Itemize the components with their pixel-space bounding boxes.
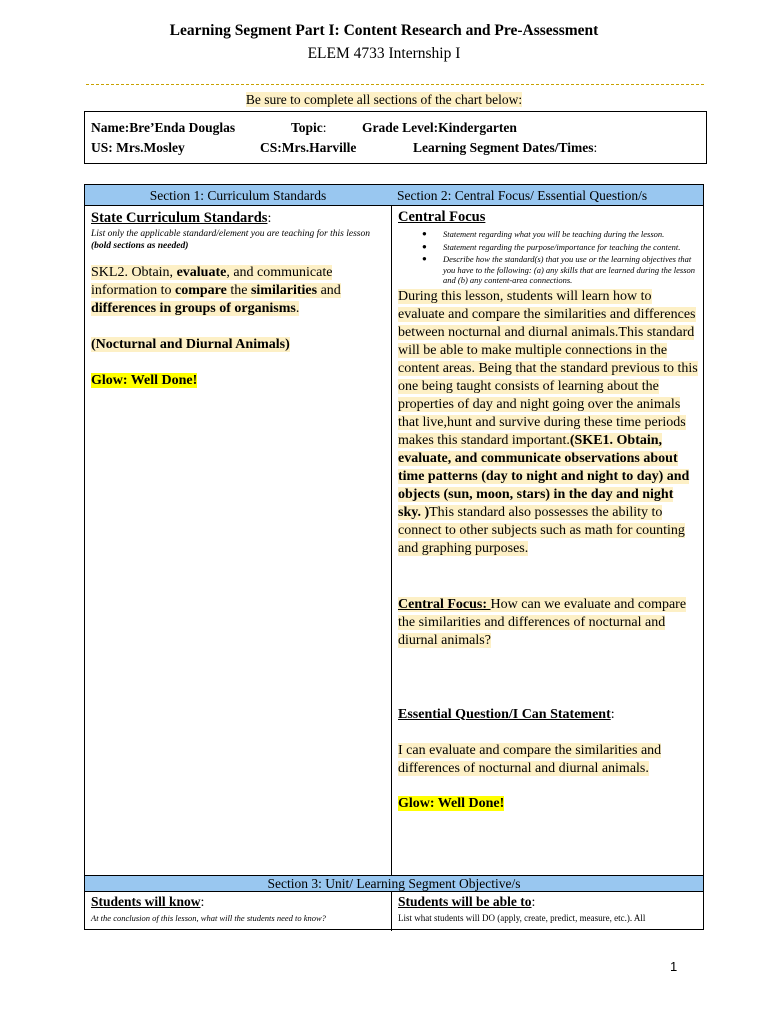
- standards-instruction: List only the applicable standard/element you are teaching for this lesson (bold sections as needed): [91, 229, 370, 251]
- section1-header: Section 1: Curriculum Standards: [85, 185, 391, 206]
- section2-header: Section 2: Central Focus/ Essential Question/s: [391, 185, 703, 206]
- instruction-text: Be sure to complete all sections of the chart below:: [245, 92, 523, 107]
- grade-value: Kindergarten: [438, 120, 517, 135]
- info-row-2: [91, 140, 706, 160]
- students-know-heading: Students will know:: [91, 894, 205, 910]
- document-title: Learning Segment Part I: Content Research and Pre-Assessment: [169, 22, 599, 39]
- central-focus-heading: Central Focus: [398, 209, 486, 225]
- topic-note: (Nocturnal and Diurnal Animals): [91, 337, 290, 352]
- divider-line: [86, 84, 704, 85]
- bullet-icon: ●: [422, 254, 427, 263]
- list-item: ● Statement regarding what you will be teaching during the lesson.: [422, 229, 665, 239]
- state-standards-heading: State Curriculum Standards:: [91, 210, 272, 226]
- students-know-instruction: At the conclusion of this lesson, what will the students need to know?: [91, 913, 326, 923]
- page-number: 1: [670, 959, 678, 974]
- students-able-instruction: List what students will DO (apply, create, predict, measure, etc.). All: [398, 913, 646, 923]
- section1-cell: [91, 209, 387, 390]
- us-field: US: Mrs.Mosley: [91, 140, 185, 155]
- course-subtitle: ELEM 4733 Internship I: [307, 45, 461, 62]
- info-box: [84, 111, 707, 164]
- i-can-statement: I can evaluate and compare the similarities and differences of nocturnal and diurnal animals.: [398, 742, 662, 776]
- section2-cell: [398, 209, 698, 813]
- dates-field: Learning Segment Dates/Times:: [413, 140, 598, 155]
- name-field: Name:Bre’Enda Douglas: [91, 120, 236, 135]
- cs-field: CS:Mrs.Harville: [260, 140, 357, 155]
- list-item: ● Statement regarding the purpose/importance for teaching the content.: [422, 241, 681, 252]
- grade-field: Grade Level:Kindergarten: [362, 120, 517, 135]
- section3-header: Section 3: Unit/ Learning Segment Objective/s: [85, 875, 703, 892]
- instruction-line: [0, 92, 768, 108]
- students-able-heading: Students will be able to:: [398, 894, 536, 910]
- name-value: Bre’Enda Douglas: [129, 120, 236, 135]
- standard-text: SKL2. Obtain, evaluate, and communicate information to compare the similarities and differences in groups of organisms.: [91, 265, 341, 316]
- topic-field: Topic:: [291, 120, 327, 135]
- glow-feedback: Glow: Well Done!: [91, 373, 198, 388]
- guidance-list: [398, 229, 698, 286]
- central-focus-paragraph: During this lesson, students will learn how to evaluate and compare the similarities and differences between nocturnal and diurnal animals.This standard will be able to make multiple connections in the content areas. Being that the standard previous to this one being taught consists of learning about the properties of day and night going over the animals that live,hunt and survive during these time periods makes this standard important.(SKE1. Obtain, evaluate, and communicate observations about time patterns (day to night and night to day) and objects (sun, moon, stars) in the day and night sky. )This standard also possesses the ability to connect to other subjects such as math for counting and graphing purposes.: [398, 288, 698, 556]
- glow-feedback: Glow: Well Done!: [398, 795, 505, 811]
- bullet-icon: ●: [422, 229, 427, 238]
- bullet-icon: ●: [422, 241, 427, 251]
- info-row-1: [91, 120, 706, 140]
- students-able-cell: [398, 893, 698, 924]
- essential-question-heading: Essential Question/I Can Statement:: [398, 706, 615, 722]
- list-item: ● Describe how the standard(s) that you use or the learning objectives that you have to the following: (a) any skills that are learned during the lesson and (b) any content-area connections.: [422, 254, 696, 285]
- central-focus-question: Central Focus: How can we evaluate and compare the similarities and differences of nocturnal and diurnal animals?: [398, 596, 687, 648]
- chart-table: [84, 184, 704, 930]
- students-know-cell: [91, 893, 387, 924]
